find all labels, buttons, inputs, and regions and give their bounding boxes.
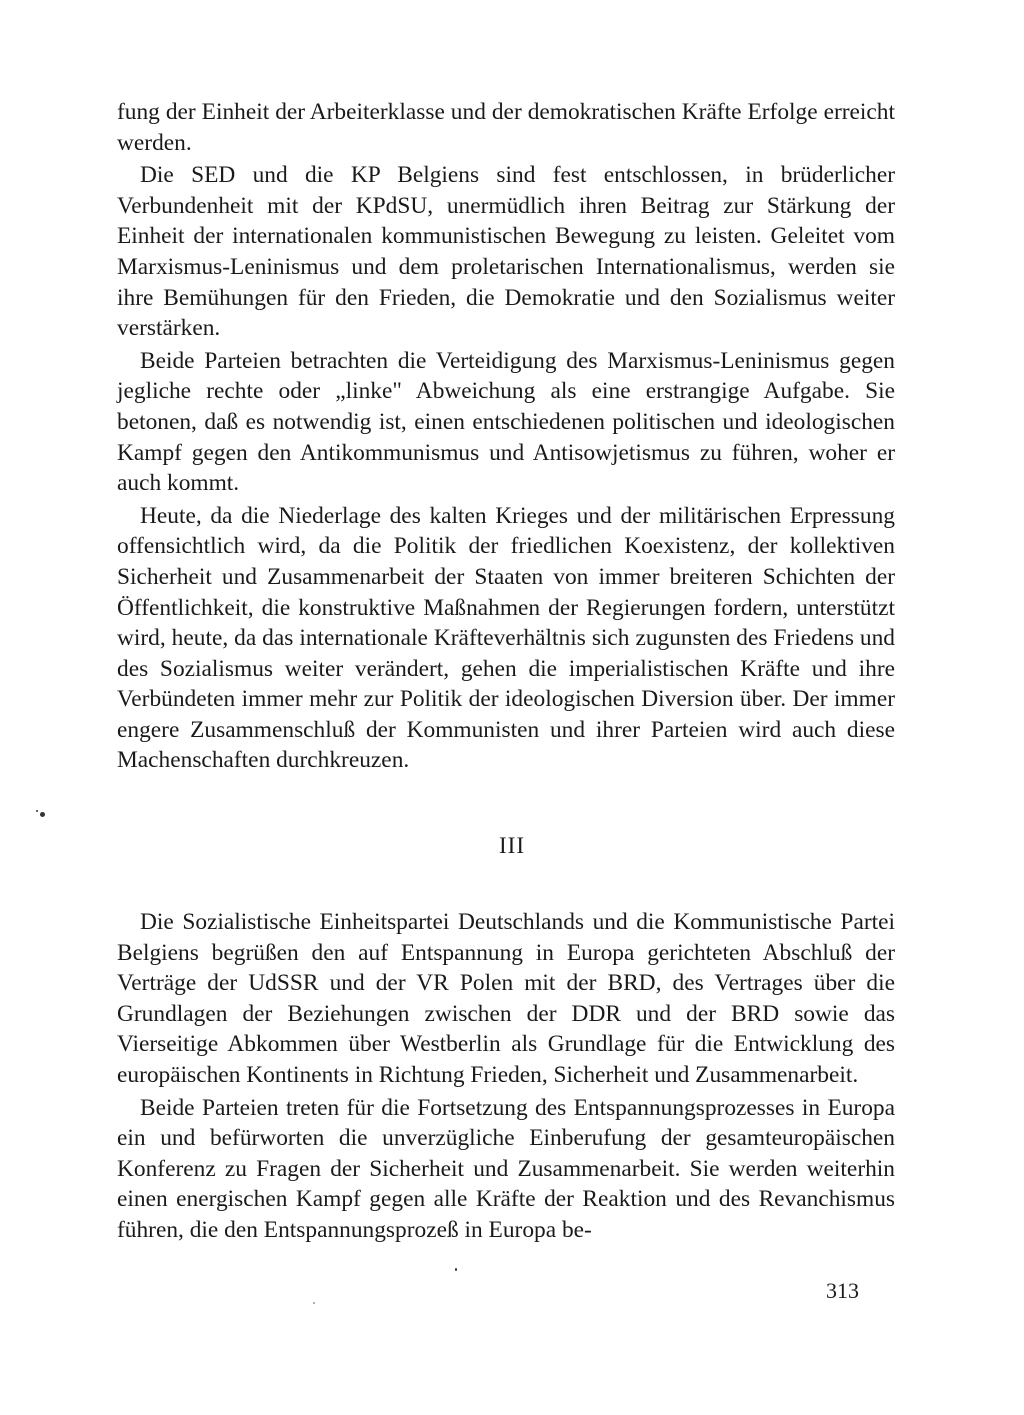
scan-speck [455,1268,457,1271]
paragraph-niederlage: Heute, da die Niederlage des kalten Krieges und der militärischen Erpressung offensichtlich wird, da die Politik der friedlichen Koexistenz, der kollektiven Sicherheit und Zusammenarbeit der Staaten von immer breiteren Schichten der Öffentlichkeit, die konstruktive Maßnahmen der Regierungen fordern, unterstützt wird, heute, da das internationale Kräfteverhältnis sich zugunsten des Friedens und des Sozialismus weiter verändert, gehen die imperialistischen Kräfte und ihre Verbündeten immer mehr zur Politik der ideologischen Diversion über. Der immer engere Zusammenschluß der Kommunisten und ihrer Parteien wird auch diese Machenschaften durchkreuzen. [117,502,895,774]
paragraph-fortsetzung: Beide Parteien treten für die Fortsetzung des Entspannungsprozesses in Europa ein und befürworten die unverzügliche Einberufung der gesamteuropäischen Konferenz zu Fragen der Sicherheit und Zusammenarbeit. Sie werden weiterhin einen energischen Kampf gegen alle Kräfte der Reaktion und des Revanchismus führen, die den Entspannungsprozeß in Europa be- [117,1094,895,1243]
paragraph-begruessen: Die Sozialistische Einheitspartei Deutschlands und die Kommunistische Partei Belgiens begrüßen den auf Entspannung in Europa gerichteten Abschluß der Verträge der UdSSR und der VR Polen mit der BRD, des Vertrages über die Grundlagen der Beziehungen zwischen der DDR und der BRD sowie das Vierseitige Abkommen über Westberlin als Grundlage für die Entwicklung des europäischen Kontinents in Richtung Frieden, Sicherheit und Zusammenarbeit. [117,909,895,1088]
paragraph-verteidigung: Beide Parteien betrachten die Verteidigung des Marxismus-Leninismus gegen jegliche rechte oder „linke" Abweichung als eine erstrangige Aufgabe. Sie betonen, daß es notwendig ist, einen entschiedenen politischen und ideologischen Kampf gegen den Antikommunismus und Antisowjetismus zu führen, woher er auch kommt. [117,347,895,497]
scan-speck [40,812,45,817]
section-heading: III [499,833,525,858]
section-three-body [117,907,895,1246]
paragraph-sed-kp-belgiens: Die SED und die KP Belgiens sind fest entschlossen, in brüderlicher Verbundenheit mit der KPdSU, unermüdlich ihren Beitrag zur Stärkung der Einheit der internationalen kommunistischen Bewegung zu leisten. Geleitet vom Marxismus-Leninismus und dem proletarischen Internationalismus, werden sie ihre Bemühungen für den Frieden, die Demokratie und den Sozialismus weiter verstärken. [117,162,895,342]
scan-speck [313,1302,315,1304]
paragraph-continuation: fung der Einheit der Arbeiterklasse und der demokratischen Kräfte Erfolge erreicht werden. [117,99,895,156]
page-number: 313 [826,1278,859,1303]
scan-speck [36,810,38,812]
section-two-body [117,97,895,776]
